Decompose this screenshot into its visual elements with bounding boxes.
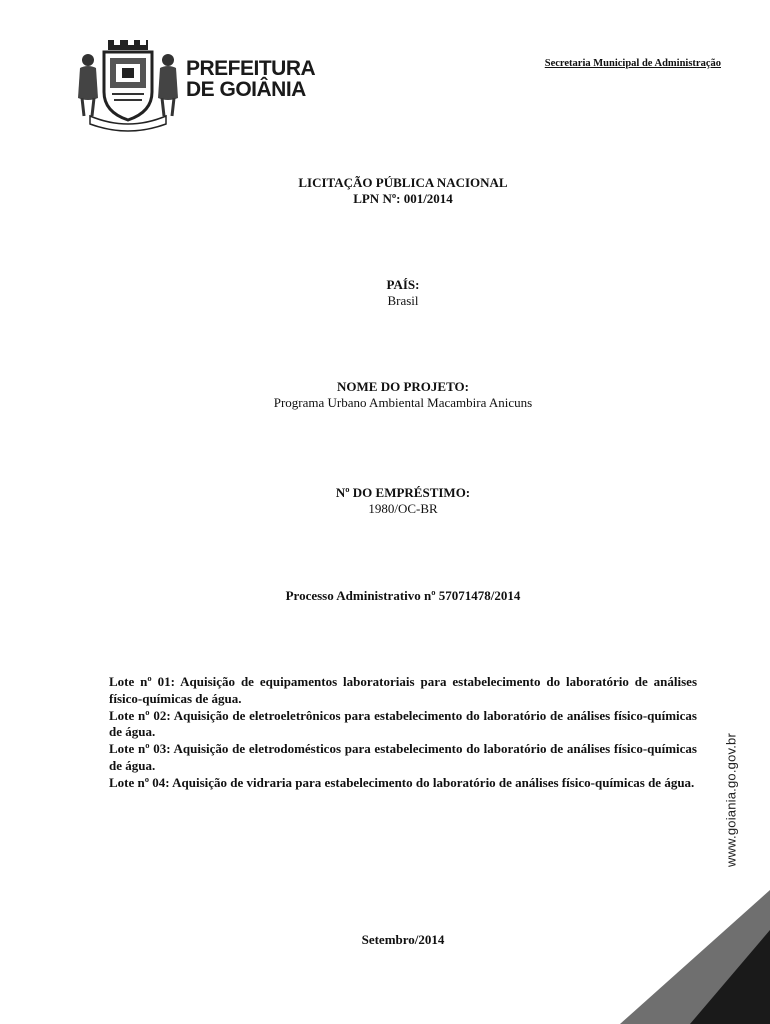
logo-wordmark (186, 58, 315, 100)
emprestimo-value: 1980/OC-BR (368, 501, 438, 516)
emprestimo-block (0, 485, 770, 517)
logo-line-2: DE GOIÂNIA (186, 78, 306, 101)
title-line-1: LICITAÇÃO PÚBLICA NACIONAL (298, 175, 508, 190)
emprestimo-label: Nº DO EMPRÉSTIMO: (335, 485, 471, 500)
site-url: www.goiania.go.gov.br (723, 732, 739, 868)
prefeitura-logo (72, 36, 316, 132)
coat-of-arms-icon (72, 36, 184, 132)
document-date: Setembro/2014 (361, 932, 445, 947)
lotes-list (109, 674, 697, 792)
corner-triangle-decoration (620, 890, 770, 1024)
logo-line-1: PREFEITURA (186, 57, 316, 80)
lote-item: Lote nº 01: Aquisição de equipamentos laboratoriais para estabelecimento do laboratório de análises físico-químicas de água. (109, 674, 697, 706)
projeto-value: Programa Urbano Ambiental Macambira Anicuns (273, 395, 533, 410)
lote-item: Lote nº 03: Aquisição de eletrodomésticos para estabelecimento do laboratório de análises físico-químicas de água. (109, 741, 697, 773)
pais-value: Brasil (387, 293, 419, 308)
lote-item: Lote nº 04: Aquisição de vidraria para estabelecimento do laboratório de análises físico-químicas de água. (109, 774, 695, 790)
lote-item: Lote nº 02: Aquisição de eletroeletrônicos para estabelecimento do laboratório de análises físico-químicas de água. (109, 707, 697, 740)
title-line-2: LPN Nº: 001/2014 (353, 191, 453, 206)
projeto-block (0, 379, 770, 411)
secretaria-heading: Secretaria Municipal de Administração (544, 58, 721, 69)
processo-administrativo: Processo Administrativo nº 57071478/2014 (285, 588, 521, 603)
pais-block (0, 277, 770, 309)
pais-label: PAÍS: (386, 277, 420, 292)
projeto-label: NOME DO PROJETO: (337, 379, 469, 394)
title-block (0, 175, 770, 207)
